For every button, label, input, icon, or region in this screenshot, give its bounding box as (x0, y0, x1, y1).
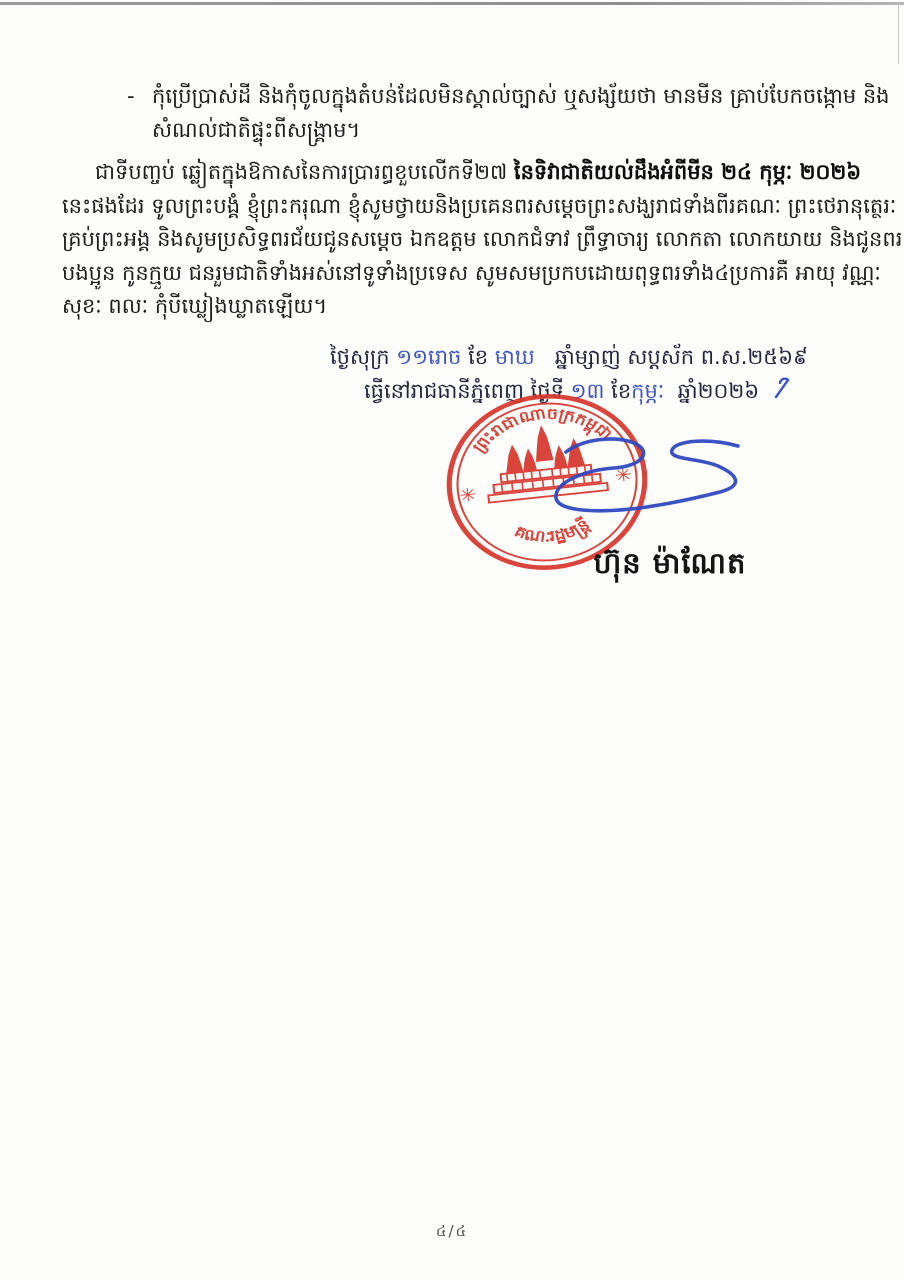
bullet-item (127, 80, 890, 147)
date-line-lunar (330, 341, 808, 375)
gregorian-month-handwritten: កុម្ភៈ (631, 378, 665, 403)
gregorian-prefix: ធ្វើនៅរាជធានីភ្នំពេញ ថ្ងៃទី (364, 378, 571, 403)
tick-icon (773, 376, 793, 400)
lunar-year: ឆ្នាំម្សាញ់ សប្តស័ក ព.ស.២៥៦៩ (534, 345, 808, 369)
scan-edge-top (0, 2, 904, 5)
stamp-top-arc-text: ព្រះរាជាណាចក្រកម្ពុជា (468, 404, 617, 456)
closing-paragraph (62, 156, 903, 324)
lunar-month-label: ខែ (461, 345, 495, 369)
lunar-prefix: ថ្ងៃសុក្រ (330, 345, 397, 369)
closing-line-1-regular: ជាទីបញ្ចប់ ឆ្លៀតក្នុងឱកាសនៃការប្រារព្ធខួបលើកទី២៧ (95, 160, 514, 184)
gregorian-month-label: ខែ (604, 378, 632, 403)
closing-line-2: នេះផងដែរ ទូលព្រះបង្គំ ខ្ញុំព្រះករុណា ខ្ញុំសូមថ្វាយនិងប្រគេនពរសម្តេចព្រះសង្ឃរាជទាំងពីរគណៈ ព្រះថេរានុត្ថេរៈ (62, 193, 897, 218)
closing-line-4: បងប្អូន កូនក្មួយ ជនរួមជាតិទាំងអស់នៅទូទាំងប្រទេស សូមសមប្រកបដោយពុទ្ធពរទាំង៤ប្រការគឺ អាយុ វណ្ណៈ (62, 260, 881, 285)
scan-edge-right (898, 4, 899, 64)
stamp-bottom-arc-text: គណៈរដ្ឋមន្ត្រី (511, 515, 594, 546)
bullet-text (152, 80, 890, 147)
closing-line-3: គ្រប់ព្រះអង្គ និងសូមប្រសិទ្ធពរជ័យជូនសម្តេច ឯកឧត្តម លោកជំទាវ ព្រឹទ្ធាចារ្យ លោកតា លោកយាយ និងជូនពរ (62, 227, 903, 251)
bullet-line-2: សំណល់ជាតិផ្ទុះពីសង្គ្រាម។ (152, 117, 361, 142)
stamp-right-star-icon: ✳ (613, 463, 634, 487)
bullet-marker: - (127, 84, 135, 108)
event-title-bold: នៃទិវាជាតិយល់ដឹងអំពីមីន ២៤ កុម្ភៈ ២០២៦ (513, 160, 862, 184)
signature-stroke (540, 420, 760, 530)
stamp-left-star-icon: ✳ (458, 483, 478, 507)
closing-line-1 (62, 156, 872, 190)
signer-name: ហ៊ុន ម៉ាណែត (593, 546, 747, 580)
gregorian-year: ឆ្នាំ២០២៦ (664, 378, 760, 403)
lunar-day-handwritten: ១១រោច (396, 345, 462, 369)
lunar-month-handwritten: មាឃ (494, 345, 535, 369)
gregorian-day-handwritten: ១៣ (570, 378, 605, 403)
page-number: ៤/៤ (435, 1222, 469, 1240)
bullet-line-1: កុំប្រើប្រាស់ដី និងកុំចូលក្នុងតំបន់ដែលមិនស្គាល់ច្បាស់ ឬសង្ស័យថា មានមីន គ្រាប់បែកចង្កោម និង (152, 84, 890, 108)
closing-line-5: សុខៈ ពលៈ កុំបីឃ្លៀងឃ្លាតឡើយ។ (62, 294, 328, 318)
